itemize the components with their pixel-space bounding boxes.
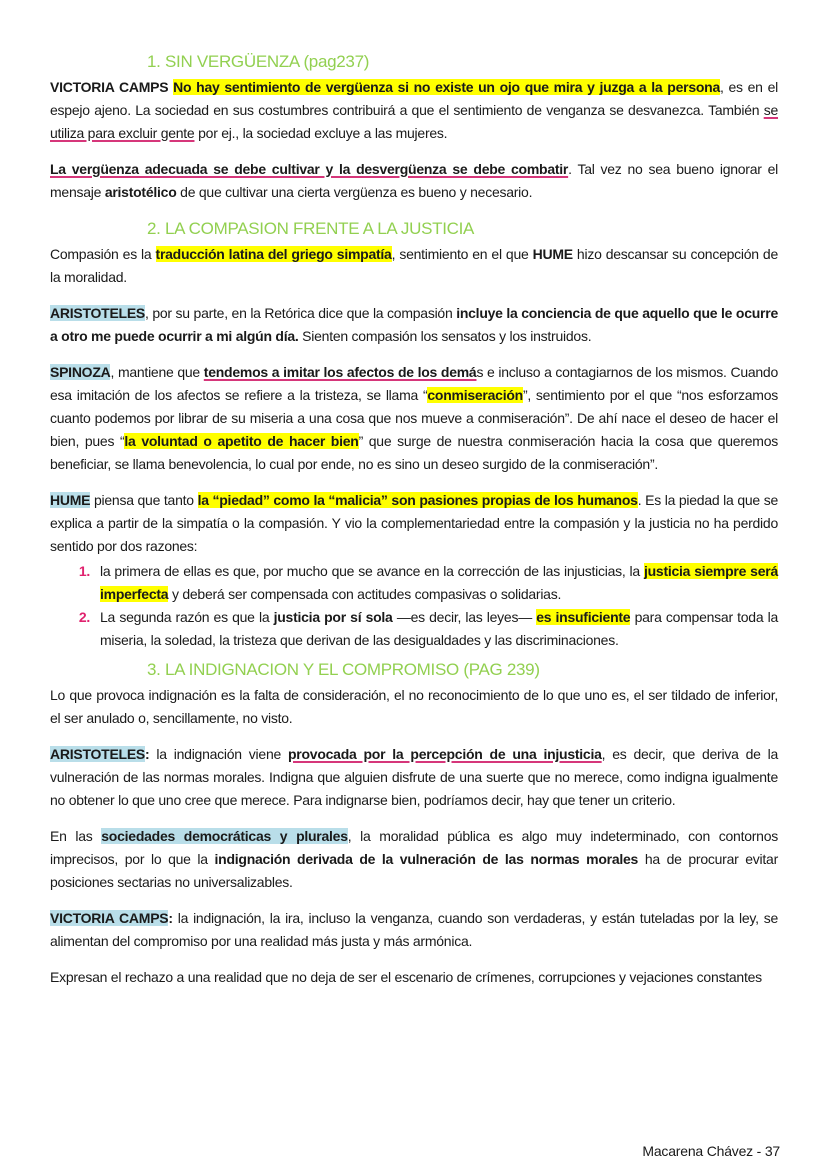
paragraph (50, 966, 778, 989)
numbered-list (50, 560, 778, 652)
highlighted-text: traducción latina del griego simpatía (155, 246, 392, 262)
bold-text: HUME (532, 246, 573, 262)
document-body (50, 50, 778, 1002)
paragraph (50, 243, 778, 289)
text-run: para compensar toda la miseria, la soledad, la tristeza que derivan de las desigualdades y las discriminaciones. (100, 609, 779, 648)
underlined-text: se utiliza para excluir gente (50, 102, 778, 141)
text-run: Lo que provoca indignación es la falta de consideración, el no reconocimiento de lo que uno es, el ser tildado de inferior, el ser anulado o, sencillamente, no visto. (50, 687, 778, 726)
highlighted-text: VICTORIA CAMPS (50, 910, 169, 926)
underlined-text: tendemos a imitar los afectos de los demá (203, 364, 477, 380)
highlighted-text: sociedades democráticas y plurales (101, 828, 348, 844)
highlighted-text: justicia siempre será imperfecta (100, 563, 778, 602)
text-run: piensa que tanto (90, 492, 198, 508)
underlined-text: provocada por la percepción de una injusticia (287, 746, 602, 762)
highlighted-text: ARISTOTELES (50, 746, 146, 762)
text-run: la indignación, la ira, incluso la venganza, cuando son verdaderas, y están tuteladas por la ley, se alimentan del compromiso por una realidad más justa y más armónica. (50, 910, 778, 949)
text-run: la primera de ellas es que, por mucho que se avance en la corrección de las injusticias, la (100, 563, 644, 579)
list-item-text (100, 606, 778, 652)
text-run: ha de procurar evitar posiciones sectarias no universalizables. (50, 851, 778, 890)
bold-text: VICTORIA CAMPS (50, 79, 174, 95)
text-run: La segunda razón es que la (100, 609, 274, 625)
section-heading: 1. SIN VERGÜENZA (pag237) (147, 52, 370, 71)
paragraph (50, 684, 778, 730)
text-run: por ej., la sociedad excluye a las mujeres. (194, 125, 448, 141)
section-heading: 2. LA COMPASION FRENTE A LA JUSTICIA (147, 219, 475, 238)
page-footer: Macarena Chávez - 37 (642, 1143, 780, 1159)
list-item-text (100, 560, 778, 606)
highlighted-text: la “piedad” como la “malicia” son pasiones propias de los humanos (197, 492, 638, 508)
list-number: 1. (78, 563, 90, 579)
text-run: s e incluso a contagiarnos de los mismos. Cuando esa imitación de los afectos se refiere a la tristeza, se llama “ (50, 364, 778, 403)
list-item (50, 560, 778, 606)
bold-text: : (145, 746, 150, 762)
paragraph (50, 825, 778, 894)
text-run: En las (50, 828, 102, 844)
paragraph (50, 743, 778, 812)
highlighted-text: HUME (50, 492, 91, 508)
text-run: . Es la piedad la que se explica a partir de la simpatía o la compasión. Y vio la complementariedad entre la compasión y la justicia no ha perdido sentido por dos razones: (50, 492, 779, 554)
text-run: Sienten compasión los sensatos y los instruidos. (298, 328, 592, 344)
section-heading: 3. LA INDIGNACION Y EL COMPROMISO (PAG 239) (147, 660, 540, 679)
bold-text: justicia por sí sola (273, 609, 393, 625)
bold-text: : (168, 910, 173, 926)
text-run: , es decir, que deriva de la vulneración de las normas morales. Indigna que alguien disfrute de una suerte que no merece, como indigna igualmente no obtener lo que uno cree que merece. Para indignarse bien, podríamos decir, hay que tener un criterio. (50, 746, 779, 808)
bold-text: aristotélico (104, 184, 177, 200)
text-run: —es decir, las leyes— (392, 609, 537, 625)
highlighted-text: conmiseración (427, 387, 523, 403)
text-run: Compasión es la (50, 246, 156, 262)
paragraph (50, 489, 778, 558)
text-run: , la moralidad pública es algo muy indeterminado, con contornos imprecisos, por lo que la (50, 828, 778, 867)
underlined-text: La vergüenza adecuada se debe cultivar y la desvergüenza se debe combatir (50, 161, 569, 177)
highlighted-text: SPINOZA (50, 364, 111, 380)
text-run: Expresan el rechazo a una realidad que no deja de ser el escenario de crímenes, corrupciones y vejaciones constantes (50, 969, 762, 985)
paragraph (50, 76, 778, 145)
highlighted-text: es insuficiente (536, 609, 631, 625)
paragraph (50, 907, 778, 953)
paragraph (50, 302, 778, 348)
paragraph (50, 158, 778, 204)
text-run: , es en el espejo ajeno. La sociedad en sus costumbres contribuirá a que el sentimiento de venganza se desvanezca. También (50, 79, 778, 118)
paragraph (50, 361, 778, 476)
bold-text: incluye la conciencia de que aquello que le ocurre a otro me puede ocurrir a mi algún día. (50, 305, 778, 344)
text-run: , sentimiento en el que (391, 246, 533, 262)
text-run: . Tal vez no sea bueno ignorar el mensaje (50, 161, 778, 200)
text-run: ”, sentimiento por el que “nos esforzamos cuanto podemos por librar de su miseria a una cosa que nos mueve a conmiseración”. De ahí nace el deseo de hacer el bien, pues “ (50, 387, 778, 449)
text-run: ” que surge de nuestra conmiseración hacia la cosa que queremos beneficiar, se llama benevolencia, lo cual por ende, no es sino un deseo surgido de la conmiseración”. (50, 433, 778, 472)
highlighted-text: la voluntad o apetito de hacer bien (124, 433, 359, 449)
list-item (50, 606, 778, 652)
highlighted-text: ARISTOTELES (50, 305, 146, 321)
text-run: , mantiene que (110, 364, 204, 380)
text-run: la indignación viene (149, 746, 288, 762)
bold-text: indignación derivada de la vulneración de las normas morales (214, 851, 639, 867)
text-run: y deberá ser compensada con actitudes compasivas o solidarias. (168, 586, 562, 602)
text-run: , por su parte, en la Retórica dice que la compasión (145, 305, 457, 321)
text-run: hizo descansar su concepción de la moralidad. (50, 246, 779, 285)
highlighted-text: No hay sentimiento de vergüenza si no existe un ojo que mira y juzga a la persona (173, 79, 721, 95)
list-number: 2. (78, 609, 90, 625)
text-run: de que cultivar una cierta vergüenza es bueno y necesario. (176, 184, 533, 200)
